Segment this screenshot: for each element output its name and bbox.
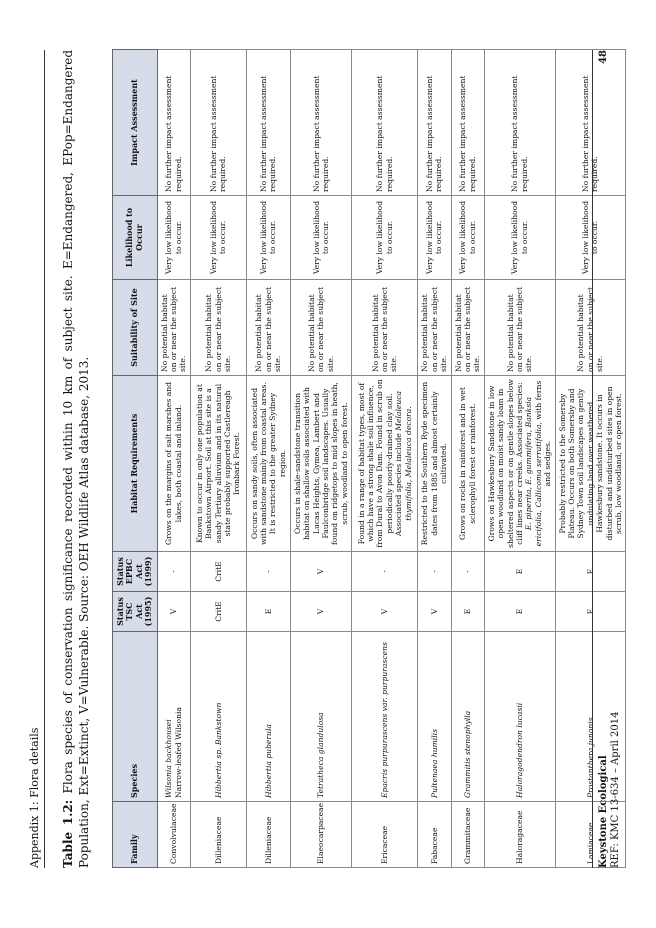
table-row xyxy=(352,50,418,868)
footer-org: Keystone Ecological xyxy=(598,755,609,868)
cell-family: Haloragaceae xyxy=(484,802,555,868)
cell-suitability: No potential habitat on or near the subject site. xyxy=(246,280,290,376)
table-row xyxy=(246,50,290,868)
cell-likelihood: Very low likelihood to occur. xyxy=(190,196,246,280)
cell-likelihood: Very low likelihood to occur. xyxy=(451,196,484,280)
header-rule xyxy=(44,50,45,868)
cell-suitability: No potential habitat on or near the subject site. xyxy=(290,280,351,376)
cell-impact: No further impact assessment required. xyxy=(157,50,190,196)
habitat-text: Grows on Hawkesbury Sandstone in low open woodland on moist sandy loam in sheltered aspects or on gentle slopes below cliff lines near creeks. Associated species: xyxy=(486,379,524,548)
table-row xyxy=(451,50,484,868)
habitat-species: Melaleuca thymifolia, Melaleuca decora. xyxy=(394,390,413,521)
cell-habitat: Known to occur in only one population at Bankstown Airport. Soil at this site is a sandy Tertiary alluvium and in its natural state probably supported Castlereagh Ironbark Forest. xyxy=(190,376,246,552)
cell-suitability: No potential habitat on or near the subject site. xyxy=(484,280,555,376)
cell-likelihood: Very low likelihood to occur. xyxy=(352,196,418,280)
cell-habitat: Restricted to the Southern Ryde specimen dates from 1885 and almost certainly cultivated. xyxy=(418,376,451,552)
cell-impact: No further impact assessment required. xyxy=(290,50,351,196)
header-family: Family xyxy=(113,802,158,868)
cell-species: Hibbertia sp. Bankstown xyxy=(190,632,246,802)
cell-epbc: - xyxy=(418,552,451,592)
cell-likelihood: Very low likelihood to occur. xyxy=(246,196,290,280)
table-row xyxy=(190,50,246,868)
footer xyxy=(598,712,622,868)
cell-tsc: V xyxy=(290,592,351,632)
cell-impact: No further impact assessment required. xyxy=(246,50,290,196)
habitat-text: Found in a range of habitat types, most of which have a strong shale soil influence, from Dural to Avon Dam. Found in scrub on periodically poorly-drained clay soil. Associated species include xyxy=(356,379,404,548)
cell-epbc: - xyxy=(352,552,418,592)
common-name: Narrow-leafed Wilsonia xyxy=(173,707,183,798)
cell-tsc: E xyxy=(451,592,484,632)
cell-species: Prostanthera junonis xyxy=(555,632,626,802)
cell-epbc: - xyxy=(451,552,484,592)
cell-tsc: E xyxy=(484,592,555,632)
caption-label: Table 1.2: xyxy=(61,799,75,868)
cell-impact: No further impact assessment required. xyxy=(555,50,626,196)
cell-family: Ericaceae xyxy=(352,802,418,868)
header-species: Species xyxy=(113,632,158,802)
cell-family: Fabaceae xyxy=(418,802,451,868)
cell-habitat xyxy=(484,376,555,552)
cell-species: Tetratheca glandulosa xyxy=(290,632,351,802)
table-row xyxy=(290,50,351,868)
cell-epbc: E xyxy=(484,552,555,592)
cell-tsc: E xyxy=(246,592,290,632)
table-header-row xyxy=(113,50,158,868)
cell-epbc: - xyxy=(246,552,290,592)
header-tsc: Status TSC Act (1995) xyxy=(113,592,158,632)
cell-impact: No further impact assessment required. xyxy=(190,50,246,196)
header-suitability: Suitability of Site xyxy=(113,280,158,376)
cell-family: Elaeocarpaceae xyxy=(290,802,351,868)
habitat-species: E. piperita, E. gummifera, Banksia ericifolia, Callicoma serratifolia, xyxy=(524,396,543,547)
cell-family: Convolvulaceae xyxy=(157,802,190,868)
flora-table xyxy=(112,49,626,868)
cell-epbc: CritE xyxy=(190,552,246,592)
header-likelihood: Likelihood to Occur xyxy=(113,196,158,280)
cell-species: Epacris purpurascens var. purpurascens xyxy=(352,632,418,802)
cell-epbc: E xyxy=(555,552,626,592)
cell-tsc: V xyxy=(418,592,451,632)
caption-text: Flora species of conservation significance recorded within 10 km of subject site. E=Endangered, EPop=Endangered Population, Ext=Extinct, V=Vulnerable. Source: OEH Wildlife Atlas database, 2013. xyxy=(61,49,91,868)
cell-impact: No further impact assessment required. xyxy=(352,50,418,196)
page-number: 48 xyxy=(598,50,609,64)
cell-species: Hibbertia puberula xyxy=(246,632,290,802)
cell-suitability: No potential habitat on or near the subject site. xyxy=(190,280,246,376)
footer-rule xyxy=(592,50,593,868)
header-epbc: Status EPBC Act (1999) xyxy=(113,552,158,592)
cell-tsc: V xyxy=(352,592,418,632)
cell-suitability: No potential habitat on or near the subject site. xyxy=(555,280,626,376)
cell-habitat: Grows on the margins of salt marshes and lakes, both coastal and inland. xyxy=(157,376,190,552)
cell-epbc: - xyxy=(157,552,190,592)
cell-likelihood: Very low likelihood to occur. xyxy=(484,196,555,280)
cell-suitability: No potential habitat on or near the subject site. xyxy=(157,280,190,376)
cell-likelihood: Very low likelihood to occur. xyxy=(290,196,351,280)
table-row xyxy=(157,50,190,868)
cell-suitability: No potential habitat on or near the subject site. xyxy=(418,280,451,376)
cell-species xyxy=(157,632,190,802)
cell-suitability: No potential habitat on or near the subject site. xyxy=(352,280,418,376)
cell-suitability: No potential habitat on or near the subject site. xyxy=(451,280,484,376)
cell-habitat: Occurs on sandy soils, often associated with sandstone mainly from coastal areas. It is restricted to the greater Sydney region. xyxy=(246,376,290,552)
cell-species: Grammitis stenophylla xyxy=(451,632,484,802)
cell-impact: No further impact assessment required. xyxy=(451,50,484,196)
cell-tsc: E xyxy=(555,592,626,632)
table-row xyxy=(418,50,451,868)
cell-impact: No further impact assessment required. xyxy=(418,50,451,196)
cell-tsc: V xyxy=(157,592,190,632)
header-impact: Impact Assessment xyxy=(113,50,158,196)
habitat-tail: with ferns and sedges. xyxy=(533,380,553,487)
cell-likelihood: Very low likelihood to occur. xyxy=(418,196,451,280)
cell-habitat xyxy=(352,376,418,552)
cell-family: Lamiaceae xyxy=(555,802,626,868)
appendix-heading: Appendix 1: Flora details xyxy=(28,727,41,868)
cell-family: Dilleniaceae xyxy=(190,802,246,868)
cell-likelihood: Very low likelihood to occur. xyxy=(555,196,626,280)
cell-species: Haloragodendron lucasii xyxy=(484,632,555,802)
cell-impact: No further impact assessment required. xyxy=(484,50,555,196)
cell-habitat: Occurs in shale-sandstone transition habitat on shallow soils associated with Lucas Heights, Gymea, Lambert and Faulconbridge soil landscapes. Usually found on ridgetops to mid slopes in heath, scrub, woodland to open forest. xyxy=(290,376,351,552)
table-caption xyxy=(60,50,92,868)
cell-family: Dilleniaceae xyxy=(246,802,290,868)
footer-ref: REF: KMC 13-634 – April 2014 xyxy=(610,711,621,868)
cell-likelihood: Very low likelihood to occur. xyxy=(157,196,190,280)
cell-tsc: CritE xyxy=(190,592,246,632)
table-row xyxy=(484,50,555,868)
species-name: Wilsonia backhousei xyxy=(164,719,174,798)
cell-habitat: Probably restricted to the Somersby Plateau. Occurs on both Somersby and Sydney Town soil landscapes on gently undulating land over weathered Hawkesbury sandstone. It occurs in disturbed and undisturbed sites in open scrub, low woodland, or open forest. xyxy=(555,376,626,552)
cell-family: Grammitaceae xyxy=(451,802,484,868)
cell-habitat: Grows on rocks in rainforest and in wet sclerophyll forest or rainforest. xyxy=(451,376,484,552)
header-habitat: Habitat Requirements xyxy=(113,376,158,552)
cell-species: Pultenaea humilis xyxy=(418,632,451,802)
cell-epbc: V xyxy=(290,552,351,592)
